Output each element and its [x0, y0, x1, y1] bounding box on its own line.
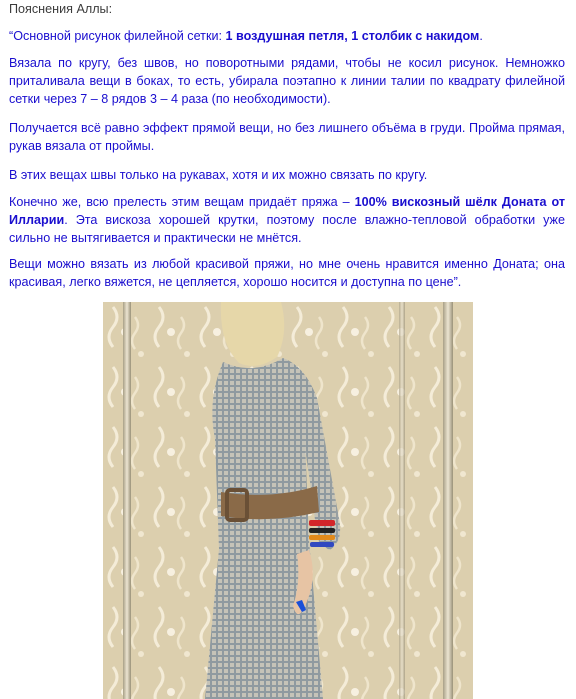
author-notes-heading: Пояснения Аллы: — [9, 2, 113, 16]
pattern-bold-text: 1 воздушная петля, 1 столбик с накидом — [225, 29, 480, 43]
yarn-end-text: . Эта вискоза хорошей крутки, поэтому после влажно-тепловой обработки уже сильно не вытягивается и практически не мнётся. — [9, 213, 565, 245]
paragraph-seams: В этих вещах швы только на рукавах, хотя и их можно связать по кругу. — [9, 168, 428, 182]
paragraph-knitting-method: Вязала по кругу, без швов, но поворотными рядами, чтобы не косил рисунок. Немножко приталивала вещи в боках, то есть, убирала поэтапно к линии талии по квадрату филейной сетки через 7 – 8 рядов 3 – 4 раза (по необходимости). — [9, 56, 565, 106]
yarn-bold-text: 100% вискозный шёлк Доната от Илларии — [9, 195, 565, 227]
pattern-end-text: . — [479, 29, 483, 43]
paragraph-yarn — [9, 193, 565, 247]
knitted-dress-photo — [103, 302, 473, 699]
paragraph-effect: Получается всё равно эффект прямой вещи, но без лишнего объёма в груди. Пройма прямая, рукав вязала от проймы. — [9, 121, 565, 153]
pattern-intro-text: “Основной рисунок филейной сетки: — [9, 29, 226, 43]
paragraph-pattern — [9, 27, 565, 45]
paragraph-recommendation: Вещи можно вязать из любой красивой пряжи, но мне очень нравится именно Доната; она красивая, легко вяжется, не цепляется, хорошо носится и доступна по цене”. — [9, 257, 565, 289]
yarn-intro-text: Конечно же, всю прелесть этим вещам придаёт пряжа – — [9, 195, 355, 209]
